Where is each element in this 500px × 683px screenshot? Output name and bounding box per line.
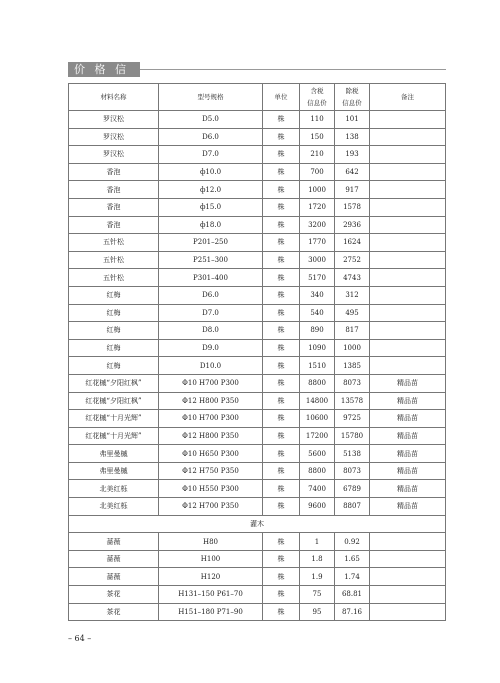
cell-excl: 2752 (335, 251, 370, 269)
cell-note: 精品苗 (370, 410, 446, 428)
cell-excl: 2936 (335, 216, 370, 234)
cell-excl: 68.81 (335, 586, 370, 604)
cell-excl: 5138 (335, 445, 370, 463)
cell-spec: Φ10 H700 P300 (159, 374, 263, 392)
price-table (68, 83, 446, 621)
table-row (69, 234, 446, 252)
cell-incl: 540 (300, 304, 335, 322)
table-body-trees (69, 111, 446, 516)
cell-name: 罗汉松 (69, 111, 159, 129)
cell-spec: D7.0 (159, 304, 263, 322)
section-label: 灌木 (69, 515, 446, 533)
cell-note (370, 304, 446, 322)
cell-name: 红梅 (69, 304, 159, 322)
cell-unit: 株 (263, 163, 300, 181)
cell-note: 精品苗 (370, 445, 446, 463)
cell-name: 香泡 (69, 216, 159, 234)
cell-note (370, 269, 446, 287)
cell-excl: 1.65 (335, 550, 370, 568)
cell-note (370, 533, 446, 551)
cell-incl: 1.9 (300, 568, 335, 586)
cell-incl: 14800 (300, 392, 335, 410)
table-row (69, 286, 446, 304)
cell-name: 五针松 (69, 251, 159, 269)
cell-excl: 1578 (335, 198, 370, 216)
cell-incl: 1720 (300, 198, 335, 216)
header-tax-exclusive: 除税 信息价 (335, 84, 370, 111)
cell-unit: 株 (263, 410, 300, 428)
cell-incl: 150 (300, 128, 335, 146)
cell-unit: 株 (263, 445, 300, 463)
cell-excl: 1000 (335, 339, 370, 357)
cell-note (370, 322, 446, 340)
cell-name: 茶花 (69, 586, 159, 604)
cell-incl: 700 (300, 163, 335, 181)
cell-incl: 5170 (300, 269, 335, 287)
cell-incl: 1090 (300, 339, 335, 357)
cell-excl: 4743 (335, 269, 370, 287)
cell-note (370, 357, 446, 375)
header-name: 材料名称 (69, 84, 159, 111)
table-row (69, 322, 446, 340)
cell-excl: 495 (335, 304, 370, 322)
cell-name: 红梅 (69, 322, 159, 340)
cell-name: 香泡 (69, 181, 159, 199)
cell-excl: 15780 (335, 427, 370, 445)
cell-unit: 株 (263, 339, 300, 357)
cell-incl: 3200 (300, 216, 335, 234)
cell-unit: 株 (263, 304, 300, 322)
cell-spec: Φ10 H650 P300 (159, 445, 263, 463)
cell-note: 精品苗 (370, 392, 446, 410)
cell-name: 北美红栎 (69, 480, 159, 498)
cell-note (370, 251, 446, 269)
cell-excl: 1624 (335, 234, 370, 252)
header-note: 备注 (370, 84, 446, 111)
section-row (69, 515, 446, 533)
header-tax-inclusive: 含税 信息价 (300, 84, 335, 111)
cell-note (370, 286, 446, 304)
cell-incl: 9600 (300, 498, 335, 516)
cell-excl: 13578 (335, 392, 370, 410)
cell-name: 红花槭“夕阳红枫” (69, 392, 159, 410)
cell-spec: D6.0 (159, 128, 263, 146)
cell-spec: Φ12 H800 P350 (159, 392, 263, 410)
cell-unit: 株 (263, 269, 300, 287)
cell-excl: 193 (335, 146, 370, 164)
cell-name: 罗汉松 (69, 146, 159, 164)
cell-unit: 株 (263, 181, 300, 199)
table-row (69, 445, 446, 463)
table-row (69, 111, 446, 129)
cell-note (370, 603, 446, 621)
table-row (69, 269, 446, 287)
cell-spec: H100 (159, 550, 263, 568)
cell-unit: 株 (263, 216, 300, 234)
cell-excl: 642 (335, 163, 370, 181)
cell-unit: 株 (263, 392, 300, 410)
cell-note (370, 550, 446, 568)
cell-spec: P301–400 (159, 269, 263, 287)
page-number: – 64 – (68, 634, 92, 643)
cell-note (370, 146, 446, 164)
table-row (69, 146, 446, 164)
table-row (69, 462, 446, 480)
cell-incl: 1510 (300, 357, 335, 375)
cell-unit: 株 (263, 128, 300, 146)
cell-incl: 110 (300, 111, 335, 129)
cell-note: 精品苗 (370, 374, 446, 392)
cell-unit: 株 (263, 586, 300, 604)
cell-note (370, 216, 446, 234)
cell-incl: 3000 (300, 251, 335, 269)
cell-incl: 890 (300, 322, 335, 340)
cell-unit: 株 (263, 322, 300, 340)
cell-unit: 株 (263, 198, 300, 216)
cell-name: 香泡 (69, 198, 159, 216)
cell-incl: 1.8 (300, 550, 335, 568)
cell-unit: 株 (263, 533, 300, 551)
cell-note: 精品苗 (370, 498, 446, 516)
cell-spec: Φ12 H700 P350 (159, 498, 263, 516)
cell-incl: 8800 (300, 374, 335, 392)
cell-excl: 8073 (335, 374, 370, 392)
cell-note (370, 128, 446, 146)
cell-name: 蔷薇 (69, 533, 159, 551)
cell-note (370, 234, 446, 252)
cell-unit: 株 (263, 603, 300, 621)
cell-unit: 株 (263, 251, 300, 269)
cell-name: 弗里曼槭 (69, 462, 159, 480)
cell-incl: 1770 (300, 234, 335, 252)
cell-spec: Φ10 H700 P300 (159, 410, 263, 428)
table-row (69, 304, 446, 322)
cell-name: 红梅 (69, 286, 159, 304)
cell-excl: 8807 (335, 498, 370, 516)
cell-name: 香泡 (69, 163, 159, 181)
cell-spec: ф15.0 (159, 198, 263, 216)
cell-unit: 株 (263, 357, 300, 375)
cell-spec: P201–250 (159, 234, 263, 252)
cell-unit: 株 (263, 286, 300, 304)
table-row (69, 550, 446, 568)
cell-excl: 1.74 (335, 568, 370, 586)
table-row (69, 410, 446, 428)
cell-spec: ф12.0 (159, 181, 263, 199)
table-row (69, 128, 446, 146)
cell-unit: 株 (263, 111, 300, 129)
cell-incl: 1 (300, 533, 335, 551)
cell-note (370, 198, 446, 216)
cell-note (370, 586, 446, 604)
cell-spec: H120 (159, 568, 263, 586)
cell-spec: D5.0 (159, 111, 263, 129)
cell-name: 五针松 (69, 269, 159, 287)
cell-incl: 75 (300, 586, 335, 604)
table-row (69, 216, 446, 234)
cell-spec: ф10.0 (159, 163, 263, 181)
cell-spec: Φ12 H800 P350 (159, 427, 263, 445)
cell-incl: 1000 (300, 181, 335, 199)
cell-incl: 7400 (300, 480, 335, 498)
cell-name: 红梅 (69, 357, 159, 375)
cell-note (370, 163, 446, 181)
cell-spec: Φ10 H550 P300 (159, 480, 263, 498)
cell-incl: 5600 (300, 445, 335, 463)
cell-note: 精品苗 (370, 480, 446, 498)
cell-spec: D8.0 (159, 322, 263, 340)
cell-unit: 株 (263, 480, 300, 498)
cell-excl: 9725 (335, 410, 370, 428)
cell-excl: 101 (335, 111, 370, 129)
cell-name: 罗汉松 (69, 128, 159, 146)
cell-unit: 株 (263, 568, 300, 586)
table-row (69, 392, 446, 410)
cell-spec: H80 (159, 533, 263, 551)
cell-name: 弗里曼槭 (69, 445, 159, 463)
cell-unit: 株 (263, 374, 300, 392)
table-row (69, 533, 446, 551)
cell-name: 五针松 (69, 234, 159, 252)
cell-note (370, 568, 446, 586)
cell-spec: D7.0 (159, 146, 263, 164)
cell-name: 红梅 (69, 339, 159, 357)
table-row (69, 586, 446, 604)
cell-name: 北美红栎 (69, 498, 159, 516)
table-row (69, 339, 446, 357)
section-title: 价 格 信 息 (68, 62, 140, 77)
table-row (69, 427, 446, 445)
cell-unit: 株 (263, 550, 300, 568)
cell-name: 红花槭“夕阳红枫” (69, 374, 159, 392)
cell-excl: 1385 (335, 357, 370, 375)
cell-name: 茶花 (69, 603, 159, 621)
cell-note (370, 181, 446, 199)
table-row (69, 603, 446, 621)
cell-incl: 340 (300, 286, 335, 304)
cell-incl: 8800 (300, 462, 335, 480)
table-row (69, 198, 446, 216)
cell-name: 红花槭“十月光辉” (69, 410, 159, 428)
cell-unit: 株 (263, 498, 300, 516)
cell-excl: 138 (335, 128, 370, 146)
cell-spec: D9.0 (159, 339, 263, 357)
cell-name: 蔷薇 (69, 568, 159, 586)
cell-unit: 株 (263, 427, 300, 445)
table-row (69, 568, 446, 586)
header-unit: 单位 (263, 84, 300, 111)
cell-spec: ф18.0 (159, 216, 263, 234)
table-row (69, 480, 446, 498)
header-spec: 型号规格 (159, 84, 263, 111)
cell-note: 精品苗 (370, 427, 446, 445)
cell-spec: H131–150 P61–70 (159, 586, 263, 604)
cell-unit: 株 (263, 462, 300, 480)
table-row (69, 357, 446, 375)
cell-excl: 817 (335, 322, 370, 340)
cell-excl: 87.16 (335, 603, 370, 621)
cell-name: 红花槭“十月光辉” (69, 427, 159, 445)
table-row (69, 498, 446, 516)
cell-spec: H151–180 P71–90 (159, 603, 263, 621)
cell-unit: 株 (263, 234, 300, 252)
table-row (69, 181, 446, 199)
cell-excl: 917 (335, 181, 370, 199)
cell-incl: 17200 (300, 427, 335, 445)
cell-spec: D6.0 (159, 286, 263, 304)
table-row (69, 163, 446, 181)
cell-spec: Φ12 H750 P350 (159, 462, 263, 480)
table-section-shrubs (69, 515, 446, 533)
cell-spec: P251–300 (159, 251, 263, 269)
cell-incl: 95 (300, 603, 335, 621)
section-title-rule (140, 69, 446, 70)
cell-note: 精品苗 (370, 462, 446, 480)
cell-spec: D10.0 (159, 357, 263, 375)
cell-note (370, 111, 446, 129)
table-body-shrubs (69, 533, 446, 621)
cell-excl: 8073 (335, 462, 370, 480)
cell-excl: 0.92 (335, 533, 370, 551)
cell-incl: 10600 (300, 410, 335, 428)
table-row (69, 251, 446, 269)
cell-note (370, 339, 446, 357)
table-header-row (69, 84, 446, 111)
cell-unit: 株 (263, 146, 300, 164)
table-row (69, 374, 446, 392)
cell-excl: 6789 (335, 480, 370, 498)
cell-incl: 210 (300, 146, 335, 164)
cell-excl: 312 (335, 286, 370, 304)
cell-name: 蔷薇 (69, 550, 159, 568)
